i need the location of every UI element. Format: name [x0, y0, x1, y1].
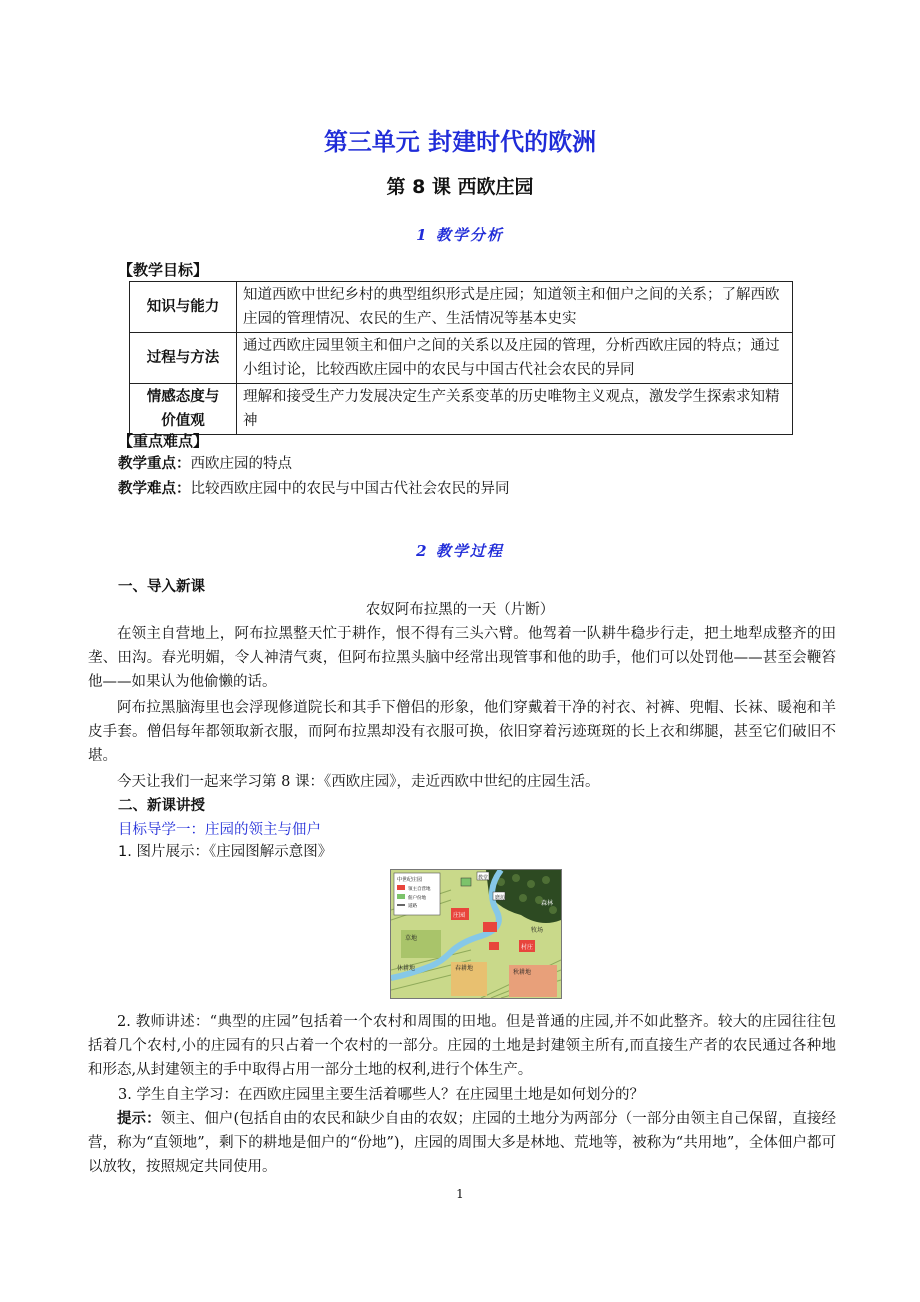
map-label: 教堂	[478, 875, 489, 881]
goals-table	[129, 281, 793, 435]
goals-label: 【教学目标】	[118, 261, 209, 279]
map-label: 春耕地	[455, 965, 474, 972]
item-picture	[118, 840, 332, 864]
map-label: 休耕地	[397, 965, 416, 972]
map-label: 庄园	[453, 912, 466, 919]
legend-item: 领主自营地	[408, 887, 431, 892]
teaching-difficulty	[118, 477, 510, 501]
goal-key: 过程与方法	[130, 333, 237, 384]
map-label: 磨坊	[495, 895, 506, 901]
map-label: 村庄	[521, 944, 534, 951]
item-teacher-narration	[88, 1010, 836, 1082]
section-heading-analysis: 1 教学分析	[416, 226, 504, 244]
story-title: 农奴阿布拉黑的一天（片断）	[365, 602, 555, 618]
goal-value: 理解和接受生产力发展决定生产关系变革的历史唯物主义观点，激发学生探索求知精神	[237, 384, 793, 435]
section-heading-process: 2 教学过程	[416, 542, 504, 560]
table-row	[130, 384, 793, 435]
item-label: 3. 学生自主学习：	[118, 1087, 238, 1103]
unit-title: 第三单元 封建时代的欧洲	[323, 128, 597, 156]
intro-paragraph: 今天让我们一起来学习第 8 课：《西欧庄园》，走近西欧中世纪的庄园生活。	[117, 774, 600, 790]
focus-text: 西欧庄园的特点	[190, 456, 292, 472]
table-row	[130, 282, 793, 333]
manor-diagram	[390, 869, 562, 999]
item-text: 在西欧庄园里主要生活着哪些人？在庄园里土地是如何划分的？	[237, 1087, 644, 1103]
teaching-focus	[118, 452, 292, 476]
goal-key-line: 情感态度与	[146, 389, 220, 405]
manor-map-illustration	[391, 870, 561, 998]
key-points-label: 【重点难点】	[118, 432, 209, 450]
item-text: “典型的庄园”包括着一个农村和周围的田地。但是普通的庄园,并不如此整齐。较大的庄园往往包括着几个农村,小的庄园有的只占着一个农村的一部分。庄园的土地是封建领主所有,而直接生产者的农民通过各种地和形态,从封建领主的手中取得占用一部分土地的权利,进行个体生产。	[88, 1014, 836, 1078]
hint-text: 领主、佃户(包括自由的农民和缺少自由的农奴；庄园的土地分为两部分（一部分由领主自己保留，直接经营，称为“直领地”，剩下的耕地是佃户的“份地”)，庄园的周围大多是林地、荒地等，被称为“共用地”，全体佃户都可以放牧，按照规定共同使用。	[88, 1111, 837, 1175]
hint-paragraph	[88, 1107, 836, 1179]
legend-item: 道路	[408, 904, 417, 909]
part-new-lesson-heading: 二、新课讲授	[118, 798, 205, 814]
hint-label: 提示：	[117, 1111, 161, 1127]
map-label: 森林	[541, 900, 554, 907]
story-paragraph: 在领主自营地上，阿布拉黑整天忙于耕作，恨不得有三头六臂。他驾着一队耕牛稳步行走，把土地犁成整齐的田垄、田沟。春光明媚，令人神清气爽，但阿布拉黑头脑中经常出现管事和他的助手，他们可以处罚他——甚至会鞭笞他——如果认为他偷懒的话。	[88, 626, 836, 690]
map-label: 秋耕地	[513, 969, 532, 976]
part-intro-heading: 一、导入新课	[118, 579, 205, 595]
item-text: 《庄园图解示意图》	[208, 844, 333, 860]
goal-key	[130, 384, 237, 435]
goal-key: 知识与能力	[130, 282, 237, 333]
table-row	[130, 333, 793, 384]
lesson-title: 第 8 课 西欧庄园	[386, 176, 534, 198]
item-label: 1. 图片展示：	[118, 844, 209, 860]
legend-title: 中世纪庄园	[397, 877, 423, 883]
goal-heading: 目标导学一：庄园的领主与佃户	[118, 822, 321, 838]
item-label: 2. 教师讲述：	[117, 1014, 210, 1030]
story-paragraph: 阿布拉黑脑海里也会浮现修道院长和其手下僧侣的形象，他们穿戴着干净的衬衣、衬裤、兜帽、长袜、暖袍和羊皮手套。僧侣每年都领取新衣服，而阿布拉黑却没有衣服可换，依旧穿着污迹斑斑的长上衣和绑腿，甚至它们破旧不堪。	[88, 700, 836, 764]
difficulty-label: 教学难点：	[118, 481, 191, 497]
goal-value: 知道西欧中世纪乡村的典型组织形式是庄园；知道领主和佃户之间的关系；了解西欧庄园的管理情况、农民的生产、生活情况等基本史实	[237, 282, 793, 333]
item-self-study	[118, 1083, 644, 1107]
legend-item: 佃户份地	[408, 896, 426, 901]
goal-value: 通过西欧庄园里领主和佃户之间的关系以及庄园的管理，分析西欧庄园的特点；通过小组讨论，比较西欧庄园中的农民与中国古代社会农民的异同	[237, 333, 793, 384]
page-number: 1	[456, 1187, 464, 1201]
map-label: 草地	[405, 935, 418, 942]
map-label: 牧场	[531, 927, 544, 934]
difficulty-text: 比较西欧庄园中的农民与中国古代社会农民的异同	[190, 481, 510, 497]
focus-label: 教学重点：	[118, 456, 191, 472]
goal-key-line: 价值观	[161, 413, 205, 429]
